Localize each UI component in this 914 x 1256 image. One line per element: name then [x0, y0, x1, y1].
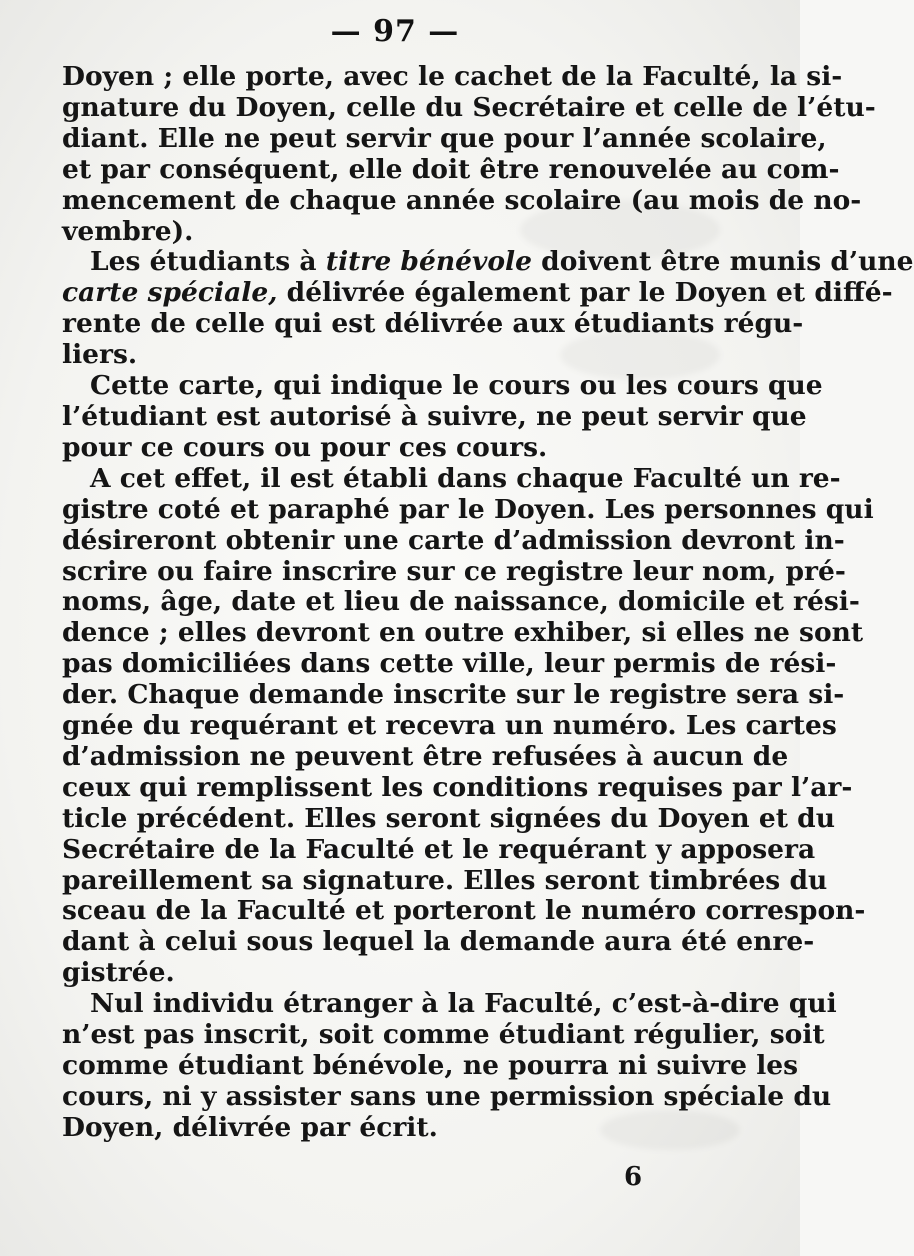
text-line: dence ; elles devront en outre exhiber, si elles ne sont — [62, 617, 864, 649]
text-line: liers. — [62, 339, 138, 371]
text-line — [62, 246, 914, 278]
text-line: ceux qui remplissent les conditions requises par l’ar- — [62, 771, 853, 803]
text-line — [62, 277, 893, 309]
paragraph-1 — [62, 61, 876, 247]
text-line: cours, ni y assister sans une permission spéciale du — [62, 1080, 832, 1112]
text-line: d’admission ne peuvent être refusées à aucun de — [62, 740, 789, 772]
text-line: vembre). — [62, 215, 194, 247]
text-line: pas domiciliées dans cette ville, leur permis de rési- — [62, 648, 837, 680]
text-line: et par conséquent, elle doit être renouvelée au com- — [62, 153, 840, 185]
text-line: Nul individu étranger à la Faculté, c’est-à-dire qui — [90, 988, 837, 1020]
page-number: — 97 — — [330, 14, 460, 49]
text-line: Doyen, délivrée par écrit. — [62, 1111, 438, 1143]
text-line: rente de celle qui est délivrée aux étudiants régu- — [62, 308, 804, 340]
text-line: diant. Elle ne peut servir que pour l’année scolaire, — [62, 122, 827, 154]
paragraph-5 — [62, 988, 837, 1144]
italic-term: carte spéciale, — [62, 277, 278, 309]
text-line: comme étudiant bénévole, ne pourra ni suivre les — [62, 1050, 799, 1081]
text-run: délivrée également par le Doyen et diffé- — [277, 277, 893, 309]
text-run: doivent être munis d’une — [531, 246, 914, 278]
text-line: noms, âge, date et lieu de naissance, domicile et rési- — [62, 586, 860, 618]
text-line: Doyen ; elle porte, avec le cachet de la Faculté, la si- — [62, 61, 843, 92]
text-line: sceau de la Faculté et porteront le numéro correspon- — [62, 895, 866, 927]
text-run: Les étudiants à — [90, 246, 326, 278]
text-line: Secrétaire de la Faculté et le requérant y apposera — [62, 833, 816, 865]
body-text — [62, 61, 914, 1144]
text-line: gnée du requérant et recevra un numéro. Les cartes — [62, 710, 837, 742]
paragraph-2 — [62, 246, 914, 371]
paragraph-4 — [62, 462, 874, 989]
paragraph-3 — [62, 370, 823, 464]
text-line: l’étudiant est autorisé à suivre, ne peut servir que — [62, 400, 807, 432]
text-line: A cet effet, il est établi dans chaque Faculté un re- — [90, 462, 841, 494]
text-line: ticle précédent. Elles seront signées du Doyen et du — [62, 802, 835, 834]
text-line: mencement de chaque année scolaire (au mois de no- — [62, 184, 862, 216]
text-line: Cette carte, qui indique le cours ou les cours que — [90, 370, 823, 402]
text-line: gnature du Doyen, celle du Secrétaire et celle de l’étu- — [62, 91, 876, 123]
text-line: scrire ou faire inscrire sur ce registre leur nom, pré- — [62, 555, 846, 587]
text-line: pareillement sa signature. Elles seront timbrées du — [62, 864, 828, 896]
printer-signature-mark: 6 — [624, 1162, 643, 1192]
text-line: désireront obtenir une carte d’admission devront in- — [62, 524, 845, 556]
text-line: gistrée. — [62, 957, 175, 989]
italic-term: titre bénévole — [325, 246, 532, 278]
text-line: gistre coté et paraphé par le Doyen. Les personnes qui — [62, 493, 874, 525]
text-line: der. Chaque demande inscrite sur le registre sera si- — [62, 679, 845, 711]
text-line: dant à celui sous lequel la demande aura été enre- — [62, 926, 815, 958]
text-line: pour ce cours ou pour ces cours. — [62, 431, 548, 463]
text-line: n’est pas inscrit, soit comme étudiant régulier, soit — [62, 1019, 825, 1051]
